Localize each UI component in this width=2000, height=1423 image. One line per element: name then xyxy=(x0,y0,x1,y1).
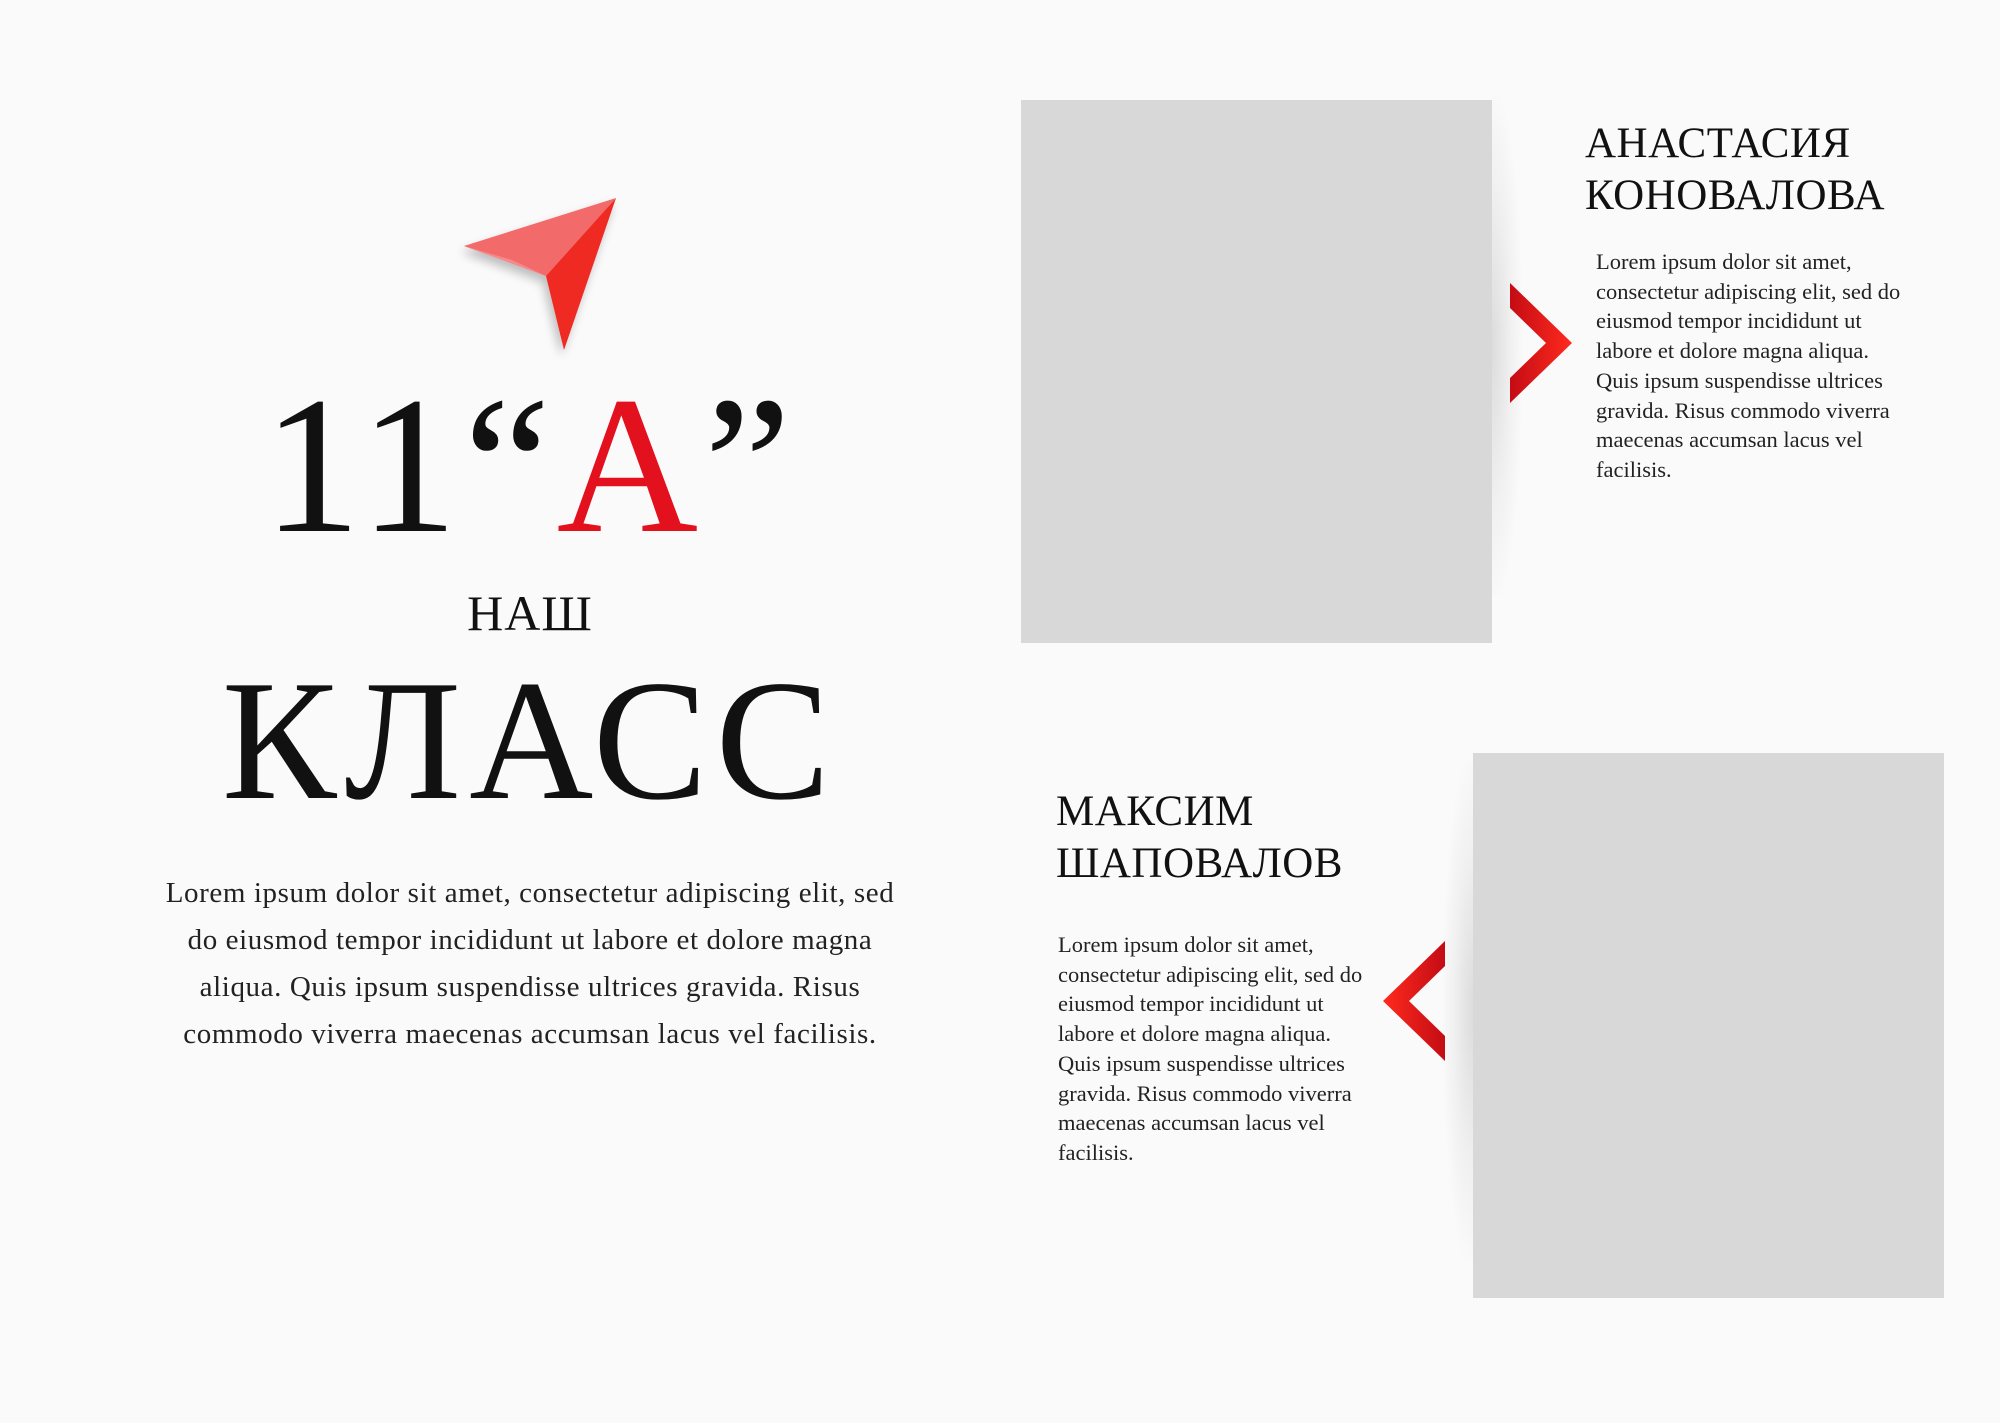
chevron-left-icon xyxy=(1375,936,1445,1066)
chevron-right-icon xyxy=(1510,278,1580,408)
class-title xyxy=(150,357,910,574)
subtitle-small: НАШ xyxy=(467,585,593,641)
person-name-line1: АНАСТАСИЯ xyxy=(1585,120,1851,167)
person-description-2: Lorem ipsum dolor sit amet, consectetur adipiscing elit, sed do eiusmod tempor incididunt ut labore et dolore magna aliqua. Quis ipsum suspendisse ultrices gravida. Risus commodo viverra maecenas accumsan lacus vel facilisis. xyxy=(1058,932,1363,1165)
intro-paragraph: Lorem ipsum dolor sit amet, consectetur adipiscing elit, sed do eiusmod tempor incididunt ut labore et dolore magna aliqua. Quis ipsum suspendisse ultrices gravida. Risus commodo viverra maecenas accumsan lacus vel facilisis. xyxy=(165,877,895,1050)
quote-close: ” xyxy=(704,357,798,574)
person-name-anastasia xyxy=(1585,118,1885,222)
paper-plane-icon xyxy=(436,188,636,368)
fold-shadow xyxy=(1443,760,1473,1260)
subtitle-big: КЛАСС xyxy=(221,646,839,836)
class-letter: А xyxy=(556,357,705,574)
person-name-line1: МАКСИМ xyxy=(1056,788,1254,835)
photo-placeholder-2 xyxy=(1473,753,1944,1298)
person-name-maksim xyxy=(1056,786,1343,890)
person-name-line2: КОНОВАЛОВА xyxy=(1585,172,1886,219)
person-description-1: Lorem ipsum dolor sit amet, consectetur adipiscing elit, sed do eiusmod tempor incididunt ut labore et dolore magna aliqua. Quis ipsum suspendisse ultrices gravida. Risus commodo viverra maecenas accumsan lacus vel facilisis. xyxy=(1596,249,1901,482)
class-number: 11 xyxy=(262,357,464,574)
photo-placeholder-1 xyxy=(1021,100,1492,643)
quote-open: “ xyxy=(463,357,557,574)
person-name-line2: ШАПОВАЛОВ xyxy=(1056,840,1343,887)
